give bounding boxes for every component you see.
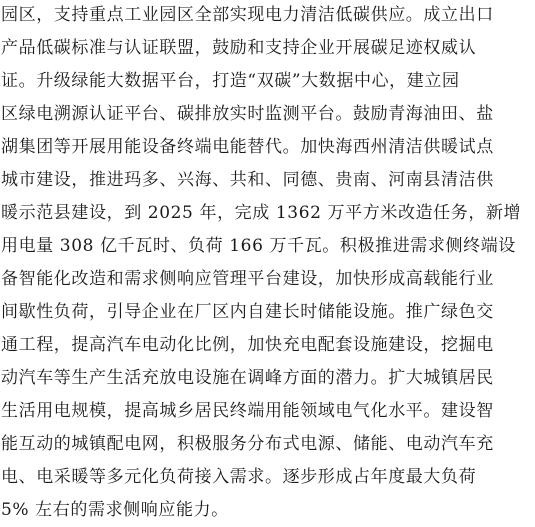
text-line-1: 园区，支持重点工业园区全部实现电力清洁低碳供应。成立出口 — [1, 5, 494, 25]
text-line-2: 产品低碳标准与认证联盟，鼓励和支持企业开展碳足迹权威认 — [1, 38, 477, 58]
text-line-7: 暖示范县建设，到 2025 年，完成 1362 万平方米改造任务，新增 — [1, 203, 522, 223]
text-line-9: 备智能化改造和需求侧响应管理平台建设，加快形成高载能行业 — [1, 269, 494, 289]
text-line-3: 证。升级绿能大数据平台，打造“双碳”大数据中心，建立园 — [1, 71, 460, 91]
text-line-6: 城市建设，推进玛多、兴海、共和、同德、贵南、河南县清洁供 — [1, 170, 494, 190]
text-line-5: 湖集团等开展用能设备终端电能替代。加快海西州清洁供暖试点 — [1, 137, 494, 157]
text-line-12: 动汽车等生产生活充放电设施在调峰方面的潜力。扩大城镇居民 — [1, 368, 494, 388]
text-line-4: 区绿电溯源认证平台、碳排放实时监测平台。鼓励青海油田、盐 — [1, 104, 494, 124]
text-line-8: 用电量 308 亿千瓦时、负荷 166 万千瓦。积极推进需求侧终端设 — [1, 236, 516, 256]
text-line-13: 生活用电规模，提高城乡居民终端用能领域电气化水平。建设智 — [1, 401, 494, 421]
text-line-10: 间歇性负荷，引导企业在厂区内自建长时储能设施。推广绿色交 — [1, 302, 494, 322]
text-line-11: 通工程，提高汽车电动化比例，加快充电配套设施建设，挖掘电 — [1, 335, 494, 355]
text-line-16: 5% 左右的需求侧响应能力。 — [1, 500, 229, 520]
text-line-15: 电、电采暖等多元化负荷接入需求。逐步形成占年度最大负荷 — [1, 467, 477, 487]
text-line-14: 能互动的城镇配电网，积极服务分布式电源、储能、电动汽车充 — [1, 434, 494, 454]
